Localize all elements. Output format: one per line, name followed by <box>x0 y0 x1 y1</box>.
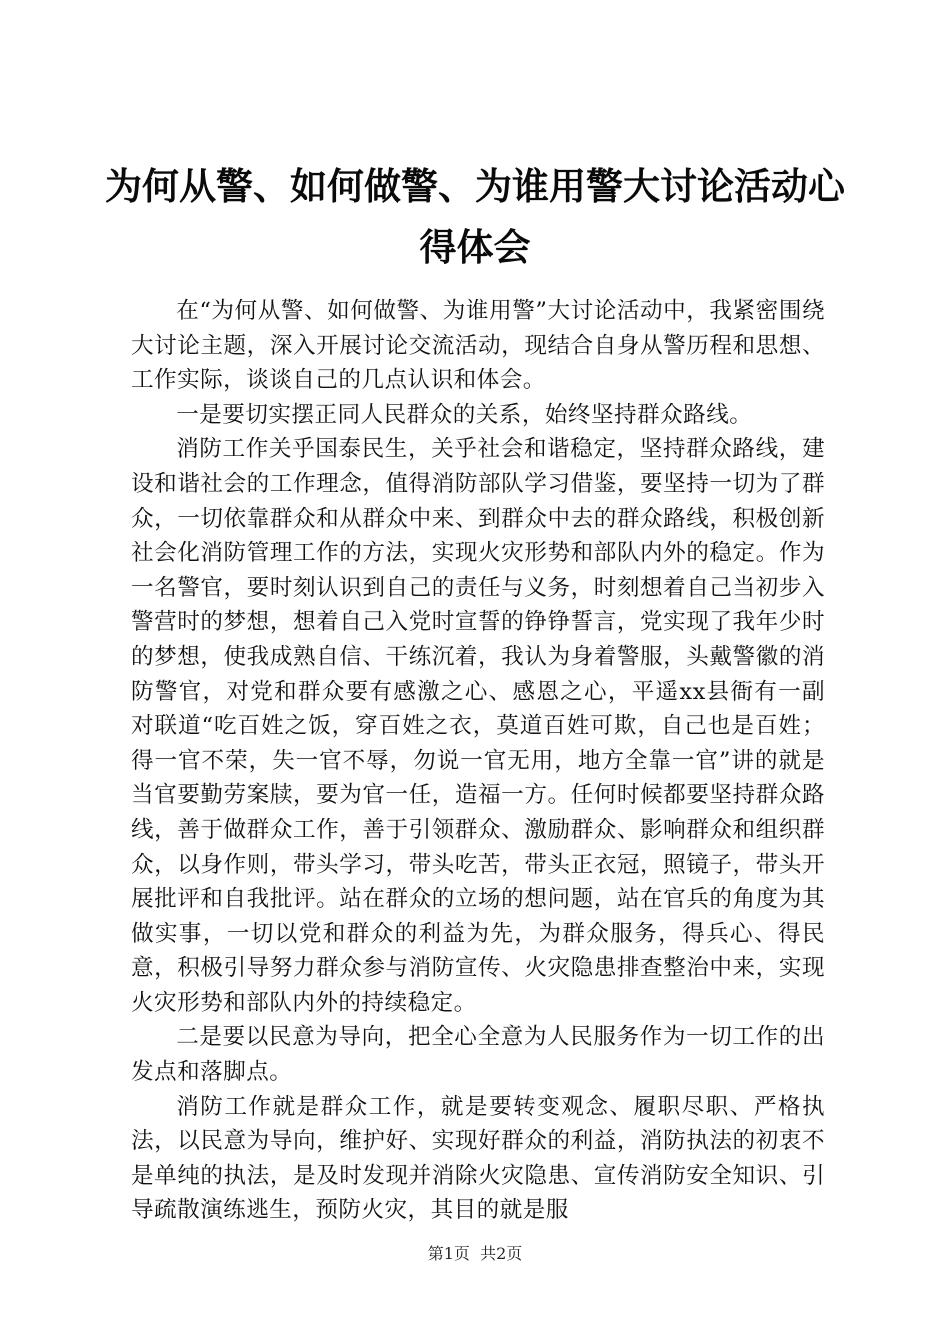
page-footer <box>0 1244 950 1264</box>
paragraph-heading-1: 一是要切实摆正同人民群众的关系，始终坚持群众路线。 <box>176 401 753 428</box>
paragraph-intro: 在“为何从警、如何做警、为谁用警”大讨论活动中，我紧密围绕大讨论主题，深入开展讨论交流活动，现结合自身从警历程和思想、工作实际，谈谈自己的几点认识和体会。 <box>131 298 825 394</box>
paragraph-body-2: 消防工作就是群众工作，就是要转变观念、履职尽职、严格执法，以民意为导向，维护好、实现好群众的利益，消防执法的初衷不是单纯的执法，是及时发现并消除火灾隐患、宣传消防安全知识、引导疏散演练逃生，预防火灾，其目的就是服 <box>131 1093 825 1224</box>
page-total: 共2页 <box>480 1244 523 1263</box>
document-body <box>131 294 825 1228</box>
paragraph-body-1: 消防工作关乎国泰民生，关乎社会和谐稳定，坚持群众路线，建设和谐社会的工作理念，值得消防部队学习借鉴，要坚持一切为了群众，一切依靠群众和从群众中来、到群众中去的群众路线，积极创新社会化消防管理工作的方法，实现火灾形势和部队内外的稳定。作为一名警官，要时刻认识到自己的责任与义务，时刻想着自己当初步入警营时的梦想，想着自己入党时宣誓的铮铮誓言，党实现了我年少时的梦想，使我成熟自信、干练沉着，我认为身着警服，头戴警徽的消防警官，对党和群众要有感激之心、感恩之心，平遥xx县衙有一副对联道“吃百姓之饭，穿百姓之衣，莫道百姓可欺，自己也是百姓；得一官不荣，失一官不辱，勿说一官无用，地方全靠一官”讲的就是当官要勤劳案牍，要为官一任，造福一方。任何时候都要坚持群众路线，善于做群众工作，善于引领群众、激励群众、影响群众和组织群众，以身作则，带头学习，带头吃苦，带头正衣冠，照镜子，带头开展批评和自我批评。站在群众的立场的想问题，站在官兵的角度为其做实事，一切以党和群众的利益为先，为群众服务，得兵心、得民意，积极引导努力群众参与消防宣传、火灾隐患排查整治中来，实现火灾形势和部队内外的持续稳定。 <box>131 436 825 1016</box>
paragraph-heading-2: 二是要以民意为导向，把全心全意为人民服务作为一切工作的出发点和落脚点。 <box>131 1024 825 1086</box>
page-number: 第1页 <box>427 1244 470 1263</box>
document-title: 为何从警、如何做警、为谁用警大讨论活动心得体会 <box>105 165 845 269</box>
